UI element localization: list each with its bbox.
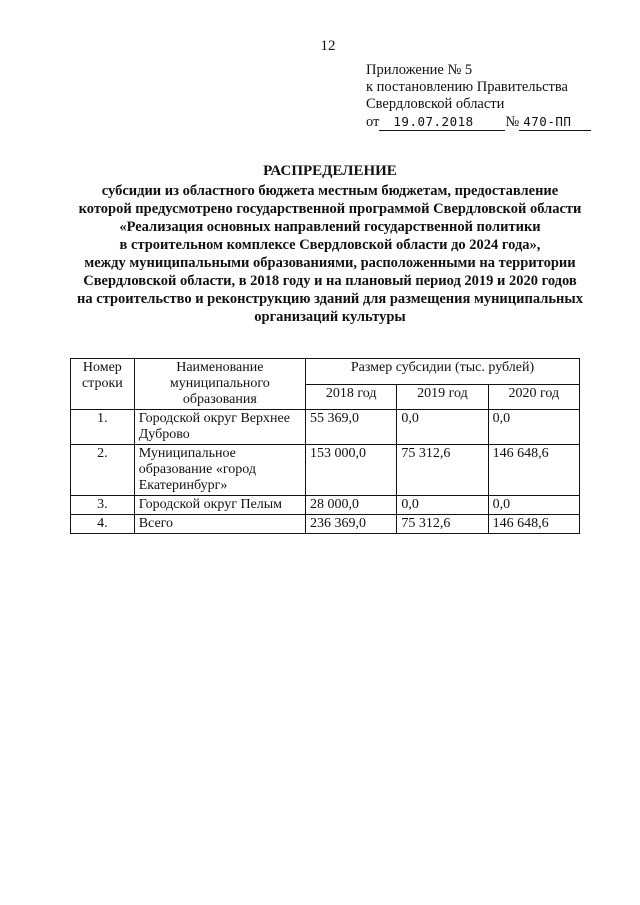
cell-2019: 0,0 [397, 496, 488, 515]
header-name: Наименование муниципального образования [134, 359, 305, 410]
header-2019: 2019 год [397, 384, 488, 410]
cell-row-number: 4. [71, 515, 135, 534]
table-row [71, 410, 580, 445]
cell-name: Всего [134, 515, 305, 534]
appendix-line-3: Свердловской области [366, 96, 505, 112]
resolution-number: 470-ПП [519, 113, 591, 131]
number-prefix: № [505, 114, 520, 130]
table-row [71, 496, 580, 515]
header-amount-group: Размер субсидии (тыс. рублей) [305, 359, 579, 385]
appendix-line-2: к постановлению Правительства [366, 79, 568, 95]
cell-2020: 0,0 [488, 410, 579, 445]
cell-2018: 28 000,0 [305, 496, 396, 515]
title-line: на строительство и реконструкцию зданий для размещения муниципальных [77, 291, 583, 307]
title-line: в строительном комплексе Свердловской области до 2024 года», [119, 237, 541, 253]
cell-2020: 146 648,6 [488, 515, 579, 534]
table-row-total [71, 515, 580, 534]
cell-2018: 55 369,0 [305, 410, 396, 445]
cell-2019: 75 312,6 [397, 515, 488, 534]
header-2018: 2018 год [305, 384, 396, 410]
cell-name: Городской округ Пелым [134, 496, 305, 515]
cell-2018: 153 000,0 [305, 445, 396, 496]
title-line: между муниципальными образованиями, расположенными на территории [84, 255, 576, 271]
title-line: «Реализация основных направлений государственной политики [119, 219, 541, 235]
header-2020: 2020 год [488, 384, 579, 410]
header-row-number: Номер строки [71, 359, 135, 410]
title-line: Свердловской области, в 2018 году и на плановый период 2019 и 2020 годов [83, 273, 577, 289]
cell-name: Городской округ Верхнее Дуброво [134, 410, 305, 445]
cell-2020: 146 648,6 [488, 445, 579, 496]
page-number: 12 [320, 38, 336, 54]
resolution-date: 19.07.2018 [379, 113, 505, 131]
cell-2019: 0,0 [397, 410, 488, 445]
title-line: субсидии из областного бюджета местным бюджетам, предоставление [101, 183, 559, 199]
date-prefix: от [366, 114, 380, 130]
cell-2020: 0,0 [488, 496, 579, 515]
appendix-line-1: Приложение № 5 [366, 62, 473, 78]
cell-row-number: 2. [71, 445, 135, 496]
title-heading: РАСПРЕДЕЛЕНИЕ [263, 163, 397, 179]
title-line: которой предусмотрено государственной программой Свердловской области [78, 201, 582, 217]
cell-row-number: 3. [71, 496, 135, 515]
appendix-date-line [366, 113, 591, 131]
table-row [71, 445, 580, 496]
title-line: организаций культуры [254, 309, 406, 325]
cell-name: Муниципальное образование «город Екатеринбург» [134, 445, 305, 496]
cell-row-number: 1. [71, 410, 135, 445]
subsidy-table [70, 358, 580, 534]
appendix-header [366, 62, 591, 131]
table-header-row [71, 359, 580, 385]
cell-2019: 75 312,6 [397, 445, 488, 496]
document-title [40, 162, 620, 326]
cell-2018: 236 369,0 [305, 515, 396, 534]
